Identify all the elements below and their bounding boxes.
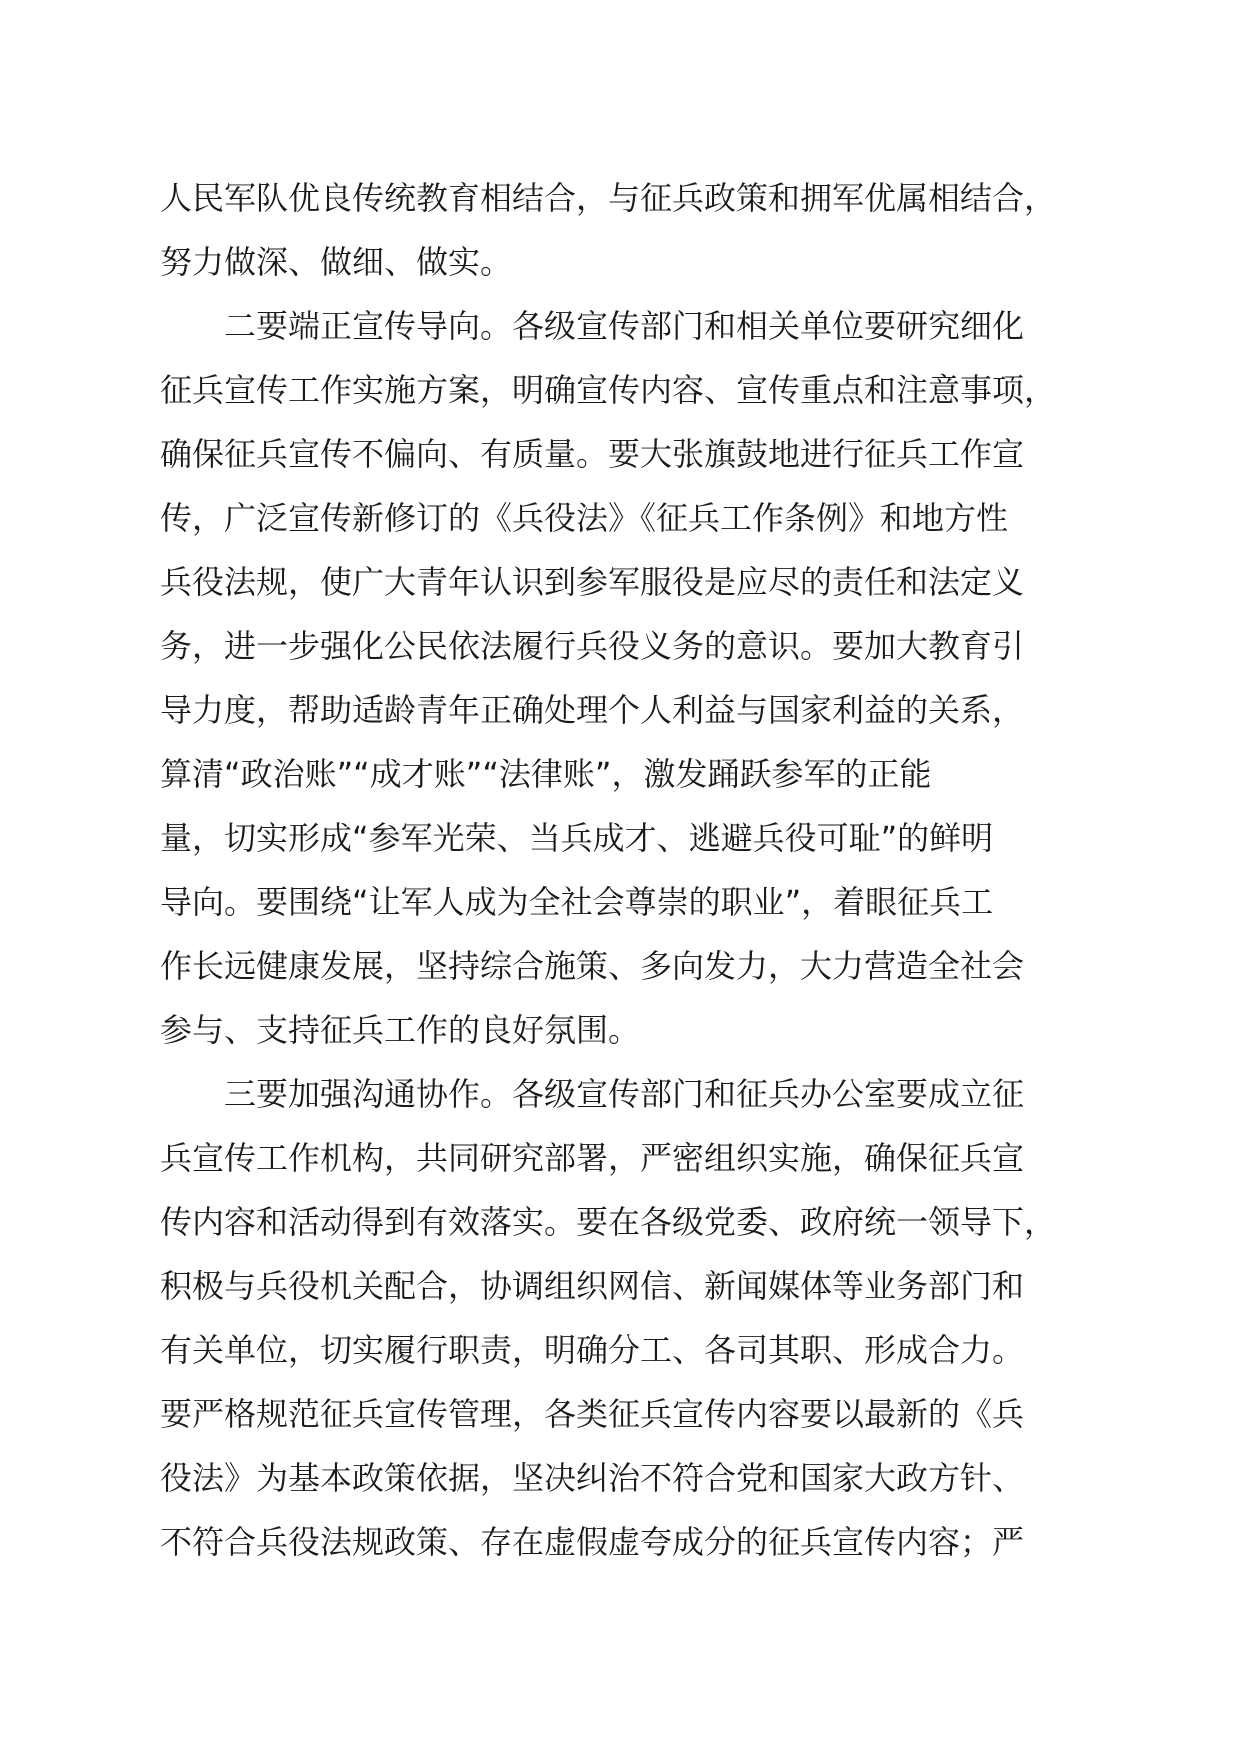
text-line: 三要加强沟通协作。各级宣传部门和征兵办公室要成立征 [160,1075,1025,1113]
text-line: 传内容和活动得到有效落实。要在各级党委、政府统一领导下， [160,1203,1057,1241]
text-line: 导力度，帮助适龄青年正确处理个人利益与国家利益的关系， [160,691,1025,729]
text-line: 人民军队优良传统教育相结合，与征兵政策和拥军优属相结合， [160,179,1057,217]
text-line: 参与、支持征兵工作的良好氛围。 [160,1011,641,1049]
text-line: 量，切实形成“参军光荣、当兵成才、逃避兵役可耻”的鲜明 [160,819,994,857]
text-line: 二要端正宣传导向。各级宣传部门和相关单位要研究细化 [160,307,1025,345]
text-line: 兵宣传工作机构，共同研究部署，严密组织实施，确保征兵宣 [160,1139,1025,1177]
text-line: 努力做深、做细、做实。 [160,243,513,281]
text-line: 不符合兵役法规政策、存在虚假虚夸成分的征兵宣传内容；严 [160,1523,1025,1561]
text-line: 积极与兵役机关配合，协调组织网信、新闻媒体等业务部门和 [160,1267,1025,1305]
text-line: 作长远健康发展，坚持综合施策、多向发力，大力营造全社会 [160,947,1025,985]
text-line: 征兵宣传工作实施方案，明确宣传内容、宣传重点和注意事项， [160,371,1057,409]
text-line: 兵役法规，使广大青年认识到参军服役是应尽的责任和法定义 [160,563,1025,601]
text-line: 要严格规范征兵宣传管理，各类征兵宣传内容要以最新的《兵 [160,1395,1025,1433]
body-text [160,166,1100,1574]
text-line: 有关单位，切实履行职责，明确分工、各司其职、形成合力。 [160,1331,1025,1369]
text-line: 确保征兵宣传不偏向、有质量。要大张旗鼓地进行征兵工作宣 [160,435,1025,473]
text-line: 役法》为基本政策依据，坚决纠治不符合党和国家大政方针、 [160,1459,1025,1497]
text-line: 传，广泛宣传新修订的《兵役法》《征兵工作条例》和地方性 [160,499,1009,537]
text-line: 务，进一步强化公民依法履行兵役义务的意识。要加大教育引 [160,627,1025,665]
text-line: 算清“政治账”“成才账”“法律账”，激发踊跃参军的正能 [160,755,932,793]
text-line: 导向。要围绕“让军人成为全社会尊崇的职业”，着眼征兵工 [160,883,994,921]
